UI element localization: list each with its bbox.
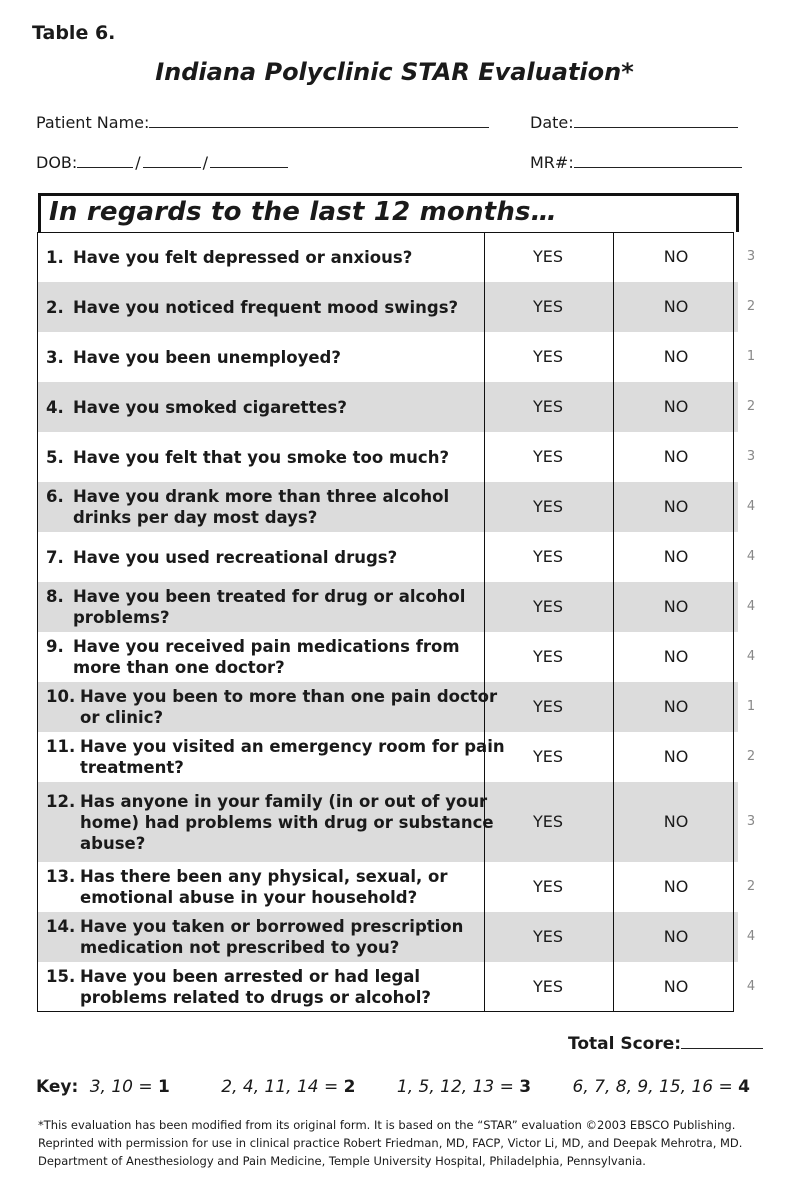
question-score: 2 [746, 749, 756, 764]
question-row [38, 632, 756, 682]
key-group-1-value: 1 [158, 1077, 170, 1097]
yes-option[interactable]: YES [532, 447, 564, 466]
question-row [38, 582, 756, 632]
question-text [46, 586, 465, 628]
column-divider [484, 232, 485, 1012]
question-number: 1. [46, 247, 64, 267]
dob-month-line[interactable] [77, 153, 133, 168]
question-text [46, 916, 463, 958]
section-heading: In regards to the last 12 months… [49, 197, 557, 227]
question-score: 2 [746, 399, 756, 414]
question-score: 1 [746, 699, 756, 714]
question-row [38, 532, 756, 582]
no-option[interactable]: NO [663, 977, 689, 996]
question-score: 4 [746, 979, 756, 994]
yes-option[interactable]: YES [532, 977, 564, 996]
key-group-3-items: 1, 5, 12, 13 = [396, 1077, 520, 1097]
question-text [46, 397, 347, 418]
question-line: medication not prescribed to you? [80, 938, 400, 957]
no-option[interactable]: NO [663, 877, 689, 896]
question-text [46, 247, 412, 268]
no-option[interactable]: NO [663, 497, 689, 516]
no-option[interactable]: NO [663, 447, 689, 466]
question-score: 3 [746, 449, 756, 464]
question-text [46, 686, 497, 728]
key-group-2-value: 2 [343, 1077, 356, 1097]
question-number: 14. [46, 917, 76, 936]
question-line: home) had problems with drug or substance [80, 812, 494, 832]
yes-option[interactable]: YES [532, 747, 564, 766]
date-field[interactable] [530, 113, 738, 132]
question-score: 1 [746, 349, 756, 364]
question-text [46, 866, 448, 908]
question-score: 4 [746, 599, 756, 614]
question-number: 9. [46, 637, 64, 656]
yes-option[interactable]: YES [532, 347, 564, 366]
dob-year-line[interactable] [210, 153, 288, 168]
question-number: 8. [46, 587, 64, 606]
key-group-3-value: 3 [519, 1077, 532, 1097]
form-title: Indiana Polyclinic STAR Evaluation* [155, 58, 634, 86]
question-row [38, 782, 756, 862]
question-line: Have you visited an emergency room for pain [80, 737, 505, 756]
question-line: more than one doctor? [73, 658, 285, 677]
question-number: 4. [46, 397, 64, 417]
no-option[interactable]: NO [663, 647, 689, 666]
yes-option[interactable]: YES [532, 597, 564, 616]
patient-name-line[interactable] [149, 113, 489, 128]
footnote [38, 1116, 768, 1170]
question-score: 4 [746, 649, 756, 664]
question-score: 4 [746, 549, 756, 564]
questionnaire-table [38, 232, 756, 1012]
question-row [38, 682, 756, 732]
question-text [46, 486, 449, 528]
no-option[interactable]: NO [663, 812, 689, 831]
total-score[interactable] [568, 1034, 763, 1054]
dob-label: DOB: [36, 153, 78, 172]
total-score-line[interactable] [681, 1036, 763, 1049]
question-row [38, 912, 756, 962]
question-row [38, 732, 756, 782]
question-number: 12. [46, 791, 76, 811]
no-option[interactable]: NO [663, 247, 689, 266]
question-text [46, 791, 494, 854]
key-group-1-items: 3, 10 = [89, 1077, 159, 1097]
no-option[interactable]: NO [663, 347, 689, 366]
no-option[interactable]: NO [663, 927, 689, 946]
question-line: drinks per day most days? [73, 508, 318, 527]
footnote-line: *This evaluation has been modified from its original form. It is based on the “STAR” evaluation ©2003 EBSCO Publishing. [38, 1118, 736, 1132]
question-line: problems? [73, 608, 170, 627]
scoring-key [36, 1077, 750, 1097]
question-line: treatment? [80, 758, 184, 777]
question-line: Has anyone in your family (in or out of your [80, 791, 488, 811]
question-number: 13. [46, 867, 76, 886]
question-line: Have you noticed frequent mood swings? [73, 297, 459, 317]
footnote-line: Department of Anesthesiology and Pain Medicine, Temple University Hospital, Philadelphia, Pennsylvania. [38, 1154, 646, 1168]
question-text [46, 347, 341, 368]
question-line: Have you received pain medications from [73, 637, 460, 656]
question-line: Has there been any physical, sexual, or [80, 867, 448, 886]
question-line: Have you been to more than one pain doctor [80, 687, 498, 706]
question-row [38, 962, 756, 1012]
dob-field[interactable]: DOB: / / [36, 153, 288, 172]
footnote-line: Reprinted with permission for use in clinical practice Robert Friedman, MD, FACP, Victor Li, MD, and Deepak Mehrotra, MD. [38, 1136, 743, 1150]
no-option[interactable]: NO [663, 397, 689, 416]
yes-option[interactable]: YES [532, 497, 564, 516]
question-line: Have you drank more than three alcohol [73, 487, 450, 506]
question-line: problems related to drugs or alcohol? [80, 988, 431, 1007]
question-line: or clinic? [80, 708, 164, 727]
question-number: 7. [46, 547, 64, 567]
question-text [46, 447, 449, 468]
patient-name-field[interactable] [36, 113, 489, 132]
question-text [46, 636, 460, 678]
mr-label: MR#: [530, 153, 574, 172]
yes-option[interactable]: YES [532, 812, 564, 831]
yes-option[interactable]: YES [532, 297, 564, 316]
question-score: 4 [746, 499, 756, 514]
key-label: Key: [36, 1077, 79, 1097]
question-number: 10. [46, 687, 76, 706]
question-line: Have you been unemployed? [73, 347, 341, 367]
question-text [46, 736, 505, 778]
question-line: Have you felt that you smoke too much? [73, 447, 450, 467]
yes-option[interactable]: YES [532, 697, 564, 716]
question-score: 2 [746, 879, 756, 894]
column-divider [613, 232, 614, 1012]
question-number: 3. [46, 347, 64, 367]
question-text [46, 966, 431, 1008]
yes-option[interactable]: YES [532, 397, 564, 416]
question-number: 2. [46, 297, 64, 317]
mr-field[interactable] [530, 153, 742, 172]
question-score: 2 [746, 299, 756, 314]
question-line: Have you felt depressed or anxious? [73, 247, 413, 267]
patient-name-label: Patient Name: [36, 113, 150, 132]
yes-option[interactable]: YES [532, 647, 564, 666]
question-number: 15. [46, 967, 76, 986]
question-text [46, 297, 458, 318]
question-line: abuse? [80, 833, 146, 853]
question-number: 6. [46, 487, 64, 506]
date-label: Date: [530, 113, 574, 132]
question-text [46, 547, 397, 568]
yes-option[interactable]: YES [532, 547, 564, 566]
key-group-2-items: 2, 4, 11, 14 = [221, 1077, 344, 1097]
question-number: 11. [46, 737, 76, 756]
question-line: emotional abuse in your household? [80, 888, 418, 907]
total-score-label: Total Score: [568, 1034, 682, 1054]
section-heading-box [38, 193, 739, 232]
question-row [38, 432, 756, 482]
question-row [38, 482, 756, 532]
question-score: 3 [746, 249, 756, 264]
question-row [38, 862, 756, 912]
date-line[interactable] [574, 113, 738, 128]
mr-line[interactable] [574, 153, 742, 168]
question-row [38, 382, 756, 432]
no-option[interactable]: NO [663, 747, 689, 766]
yes-option[interactable]: YES [532, 877, 564, 896]
no-option[interactable]: NO [663, 697, 689, 716]
no-option[interactable]: NO [663, 547, 689, 566]
question-line: Have you been treated for drug or alcohol [73, 587, 466, 606]
question-line: Have you been arrested or had legal [80, 967, 421, 986]
question-line: Have you used recreational drugs? [73, 547, 398, 567]
question-score: 4 [746, 929, 756, 944]
table-label: Table 6. [32, 22, 116, 44]
question-line: Have you smoked cigarettes? [73, 397, 347, 417]
no-option[interactable]: NO [663, 597, 689, 616]
yes-option[interactable]: YES [532, 247, 564, 266]
yes-option[interactable]: YES [532, 927, 564, 946]
no-option[interactable]: NO [663, 297, 689, 316]
question-row [38, 332, 756, 382]
key-group-4-items: 6, 7, 8, 9, 15, 16 = [572, 1077, 739, 1097]
question-number: 5. [46, 447, 64, 467]
question-row [38, 282, 756, 332]
question-row [38, 232, 756, 282]
key-group-4-value: 4 [738, 1077, 750, 1097]
question-line: Have you taken or borrowed prescription [80, 917, 464, 936]
question-score: 3 [746, 814, 756, 829]
dob-day-line[interactable] [143, 153, 201, 168]
